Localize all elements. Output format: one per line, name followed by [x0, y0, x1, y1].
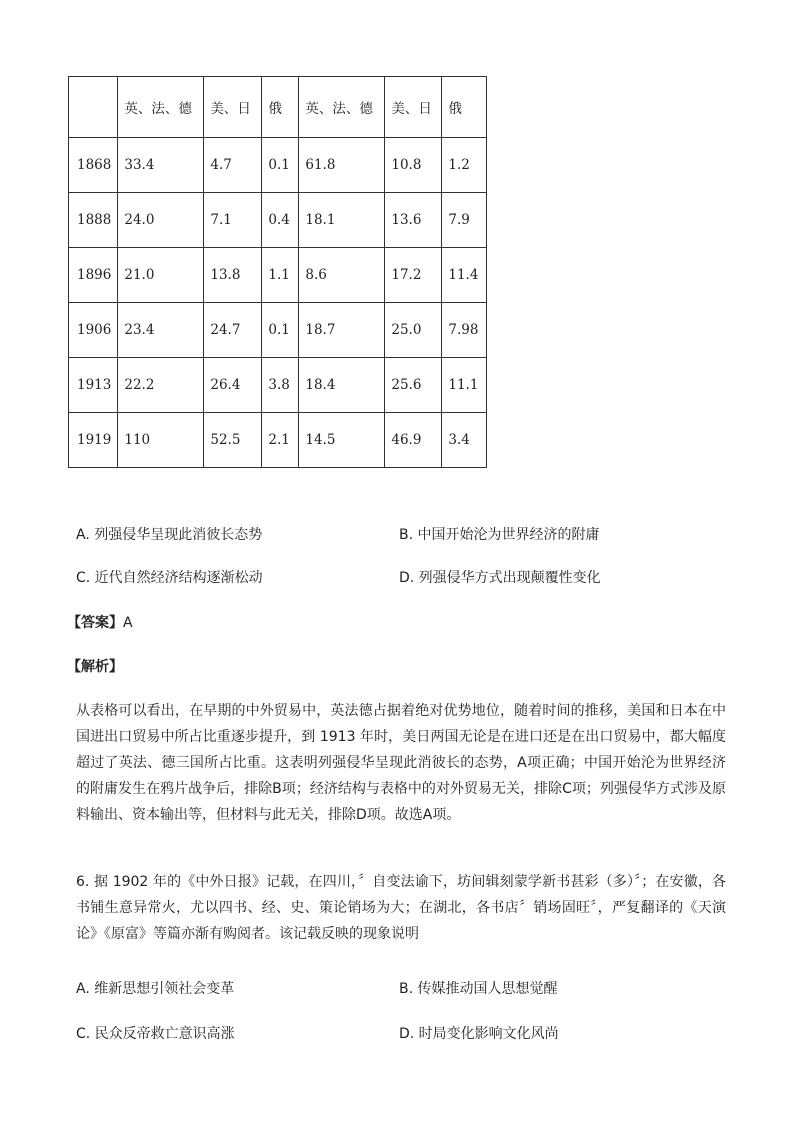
- year-cell: 1913: [69, 358, 118, 413]
- table-cell: 3.8: [262, 358, 299, 413]
- q6-option-b[interactable]: B. 传媒推动国人思想觉醒: [399, 981, 558, 997]
- table-cell: 25.0: [385, 303, 442, 358]
- table-cell: 7.98: [442, 303, 487, 358]
- header-cell: 英、法、德: [299, 77, 385, 138]
- table-cell: 4.7: [204, 138, 262, 193]
- table-cell: 24.0: [118, 193, 204, 248]
- table-cell: 2.1: [262, 413, 299, 468]
- table-cell: 8.6: [299, 248, 385, 303]
- table-cell: 17.2: [385, 248, 442, 303]
- table-row: [69, 138, 487, 193]
- year-cell: 1888: [69, 193, 118, 248]
- table-cell: 25.6: [385, 358, 442, 413]
- q5-option-a[interactable]: A. 列强侵华呈现此消彼长态势: [76, 527, 263, 543]
- analysis-text: 从表格可以看出，在早期的中外贸易中，英法德占据着绝对优势地位，随着时间的推移，美国和日本在中国进出口贸易中所占比重逐步提升，到 1913 年时，美日两国无论是在进口还是在出口贸易中，都大幅度超过了英法、德三国所占比重。这表明列强侵华呈现此消彼长的态势，A项正确；中国开始沦为世界经济的附庸发生在鸦片战争后，排除B项；经济结构与表格中的对外贸易无关，排除C项；列强侵华方式涉及原料输出、资本输出等，但材料与此无关，排除D项。故选A项。: [76, 703, 726, 823]
- q5-option-c[interactable]: C. 近代自然经济结构逐渐松动: [76, 570, 263, 586]
- trade-table: [68, 76, 487, 468]
- table-cell: 14.5: [299, 413, 385, 468]
- table-cell: 61.8: [299, 138, 385, 193]
- table-header-row: [69, 77, 487, 138]
- table-cell: 18.1: [299, 193, 385, 248]
- table-cell: 13.6: [385, 193, 442, 248]
- table-row: [69, 248, 487, 303]
- table-cell: 0.1: [262, 303, 299, 358]
- header-cell: 俄: [262, 77, 299, 138]
- table-row: [69, 413, 487, 468]
- table-cell: 11.1: [442, 358, 487, 413]
- q6-option-a[interactable]: A. 维新思想引领社会变革: [76, 981, 235, 997]
- q6-option-d[interactable]: D. 时局变化影响文化风尚: [399, 1026, 559, 1042]
- table-cell: 24.7: [204, 303, 262, 358]
- year-cell: 1906: [69, 303, 118, 358]
- table-cell: 18.4: [299, 358, 385, 413]
- table-cell: 52.5: [204, 413, 262, 468]
- table-cell: 7.9: [442, 193, 487, 248]
- table-cell: 13.8: [204, 248, 262, 303]
- year-cell: 1896: [69, 248, 118, 303]
- answer-line: [67, 612, 133, 632]
- analysis-heading: [67, 656, 123, 676]
- table-cell: 110: [118, 413, 204, 468]
- table-cell: 11.4: [442, 248, 487, 303]
- table-cell: 0.1: [262, 138, 299, 193]
- q6-option-c[interactable]: C. 民众反帝救亡意识高涨: [76, 1026, 235, 1042]
- q5-option-d[interactable]: D. 列强侵华方式出现颠覆性变化: [399, 570, 601, 586]
- year-cell: 1868: [69, 138, 118, 193]
- table-cell: 46.9: [385, 413, 442, 468]
- analysis-label: 【解析】: [67, 659, 123, 675]
- table-cell: 23.4: [118, 303, 204, 358]
- table-row: [69, 193, 487, 248]
- answer-label: 【答案】: [67, 615, 123, 631]
- header-cell: 俄: [442, 77, 487, 138]
- header-cell: [69, 77, 118, 138]
- table-row: [69, 303, 487, 358]
- table-cell: 1.2: [442, 138, 487, 193]
- table-cell: 0.4: [262, 193, 299, 248]
- table-cell: 1.1: [262, 248, 299, 303]
- table-cell: 22.2: [118, 358, 204, 413]
- table-cell: 18.7: [299, 303, 385, 358]
- table-cell: 10.8: [385, 138, 442, 193]
- table-row: [69, 358, 487, 413]
- q5-option-b[interactable]: B. 中国开始沦为世界经济的附庸: [399, 527, 600, 543]
- table-cell: 26.4: [204, 358, 262, 413]
- header-cell: 英、法、德: [118, 77, 204, 138]
- table-cell: 7.1: [204, 193, 262, 248]
- table-cell: 33.4: [118, 138, 204, 193]
- table-cell: 3.4: [442, 413, 487, 468]
- q6-stem: 6. 据 1902 年的《中外日报》记载，在四川，〞自变法谕下，坊间辑刻蒙学新书甚彩（多）〞；在安徽，各书铺生意异常火，尤以四书、经、史、策论销场为大；在湖北，各书店〞销场固旺〞，严复翻译的《天演论》《原富》等篇亦渐有购阅者。该记载反映的现象说明: [76, 874, 726, 942]
- header-cell: 美、日: [204, 77, 262, 138]
- answer-value: A: [123, 615, 133, 631]
- year-cell: 1919: [69, 413, 118, 468]
- table-cell: 21.0: [118, 248, 204, 303]
- header-cell: 美、日: [385, 77, 442, 138]
